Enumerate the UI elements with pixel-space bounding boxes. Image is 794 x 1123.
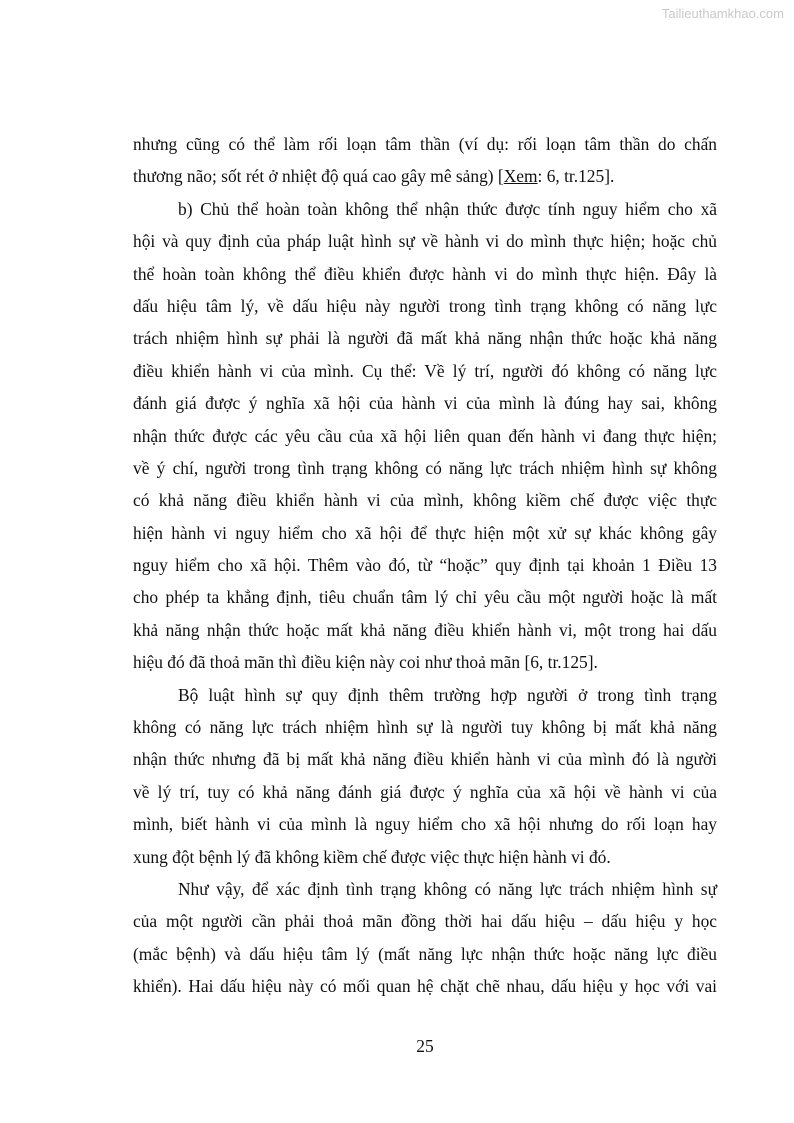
text-line: nhưng cũng có thể làm rối loạn tâm thần (ví dụ: rối loạn tâm thần do chấn: [133, 134, 717, 154]
text-line: mình, biết hành vi của mình là nguy hiểm cho xã hội nhưng do rối loạn hay: [133, 814, 717, 835]
text-line: khả năng nhận thức hoặc mất khả năng điều khiển hành vi, một trong hai dấu: [133, 619, 717, 640]
text-line: nhận thức được các yêu cầu của xã hội liên quan đến hành vi đang thực hiện;: [133, 425, 717, 446]
text-line: đánh giá được ý nghĩa xã hội của hành vi của mình là đúng hay sai, không: [133, 393, 717, 414]
text-line: xung đột bệnh lý đã không kiềm chế được việc thực hiện hành vi đó.: [133, 846, 611, 867]
text-line: khiển). Hai dấu hiệu này có mối quan hệ chặt chẽ nhau, dấu hiệu y học với vai: [133, 976, 717, 997]
text-line: hiệu đó đã thoả mãn thì điều kiện này coi như thoả mãn [6, tr.125].: [133, 652, 598, 673]
text-line: (mắc bệnh) và dấu hiệu tâm lý (mất năng lực nhận thức hoặc năng lực điều: [133, 943, 717, 964]
paragraph: [133, 193, 717, 679]
paragraph: [133, 679, 717, 873]
watermark: Tailieuthamkhao.com: [661, 6, 784, 21]
text-line: điều khiển hành vi của mình. Cụ thể: Về lý trí, người đó không có năng lực: [133, 360, 717, 381]
text-line: cho phép ta khẳng định, tiêu chuẩn tâm lý chỉ yêu cầu một người hoặc là mất: [133, 587, 717, 608]
text-line: nguy hiểm cho xã hội. Thêm vào đó, từ “hoặc” quy định tại khoản 1 Điều 13: [133, 555, 717, 576]
page-number: 25: [416, 1036, 434, 1056]
text-line: Bộ luật hình sự quy định thêm trường hợp người ở trong tình trạng: [178, 684, 717, 705]
text-line: nhận thức nhưng đã bị mất khả năng điều khiển hành vi của mình đó là người: [133, 749, 717, 770]
paragraph: [133, 873, 717, 1003]
text-line: có khả năng điều khiển hành vi của mình, không kiềm chế được việc thực: [133, 490, 717, 511]
paragraph: [133, 128, 717, 193]
text-line: b) Chủ thể hoàn toàn không thể nhận thức được tính nguy hiểm cho xã: [178, 198, 717, 219]
text-line: Như vậy, để xác định tình trạng không có năng lực trách nhiệm hình sự: [178, 878, 717, 899]
text-line: không có năng lực trách nhiệm hình sự là người tuy không bị mất khả năng: [133, 717, 717, 738]
text-line: thương não; sốt rét ở nhiệt độ quá cao gây mê sảng) [Xem: 6, tr.125].: [133, 166, 615, 187]
text-line: của một người cần phải thoả mãn đồng thời hai dấu hiệu – dấu hiệu y học: [133, 911, 717, 932]
text-line: hội và quy định của pháp luật hình sự về hành vi do mình thực hiện; hoặc chủ: [133, 231, 717, 252]
document-body: [133, 128, 717, 1003]
text-line: hiện hành vi nguy hiểm cho xã hội để thực hiện một xử sự khác không gây: [133, 522, 717, 543]
text-line: về lý trí, tuy có khả năng đánh giá được ý nghĩa của xã hội về hành vi của: [133, 781, 717, 802]
text-line: trách nhiệm hình sự phải là người đã mất khả năng nhận thức hoặc khả năng: [133, 328, 717, 349]
text-line: thể hoàn toàn không thể điều khiển được hành vi do mình thực hiện. Đây là: [133, 263, 717, 284]
citation-underline: Xem: [503, 166, 538, 187]
text-line: dấu hiệu tâm lý, về dấu hiệu này người trong tình trạng không có năng lực: [133, 295, 717, 316]
text-line: về ý chí, người trong tình trạng không có năng lực trách nhiệm hình sự không: [133, 457, 717, 478]
